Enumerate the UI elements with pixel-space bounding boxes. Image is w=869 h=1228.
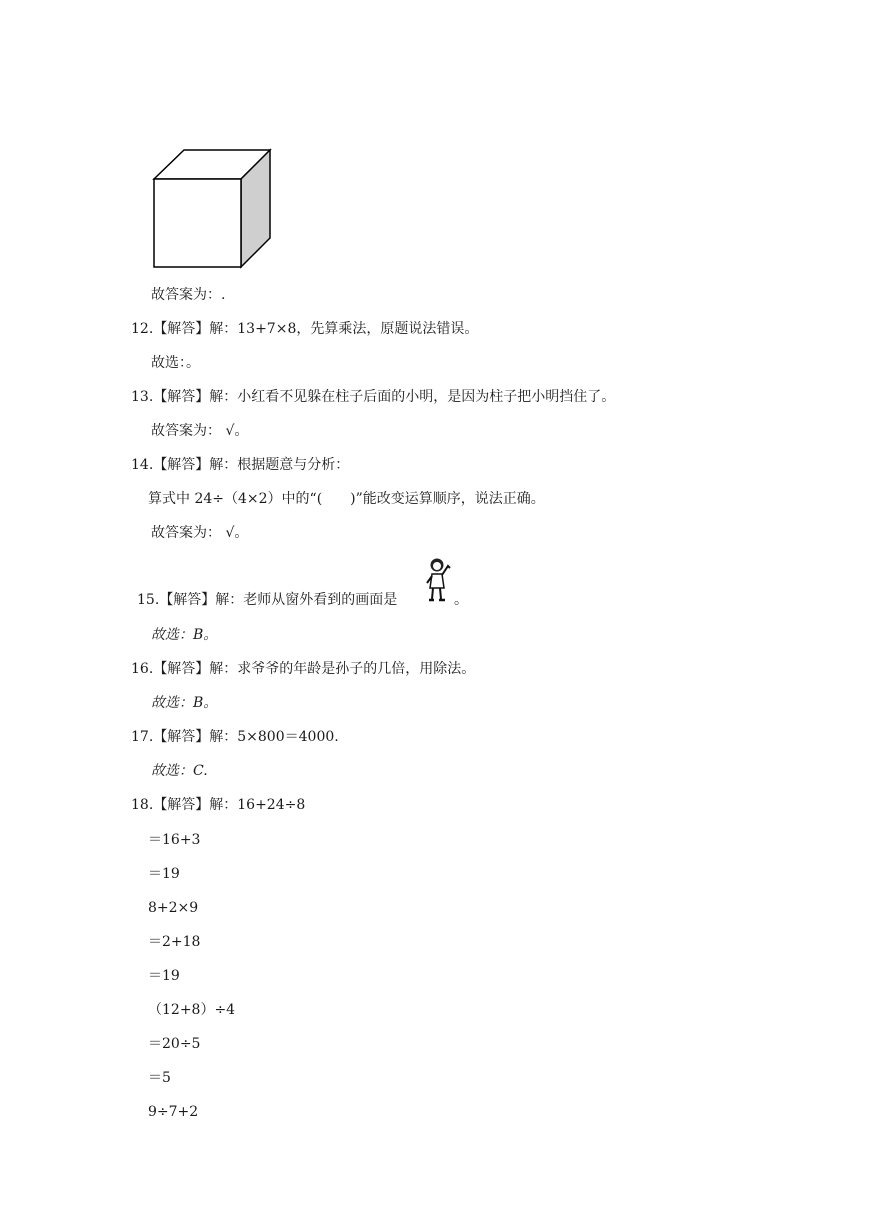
q15-period: 。 [454,592,468,608]
q16-solution: 16.【解答】解：求爷爷的年龄是孙子的几倍，用除法。 [131,661,476,677]
q17-choice: 故选：C. [151,763,208,779]
q18-step: ＝5 [148,1070,171,1086]
q18-expression: （12+8）÷4 [148,1002,236,1018]
child-figure-image [424,556,452,602]
q13-solution: 13.【解答】解：小红看不见躲在柱子后面的小明，是因为柱子把小明挡住了。 [131,389,616,405]
q18-step: ＝19 [148,968,180,984]
q18-step: ＝16+3 [148,832,201,848]
q13-answer: 故答案为： √。 [151,423,249,439]
q12-solution: 12.【解答】解：13+7×8，先算乘法，原题说法错误。 [131,321,479,337]
q18-step: ＝19 [148,866,180,882]
q18-solution: 18.【解答】解：16+24÷8 [131,797,306,813]
q18-expression: 8+2×9 [148,900,199,916]
q18-step: ＝20÷5 [148,1036,201,1052]
q17-solution: 17.【解答】解：5×800＝4000. [131,729,339,745]
q18-expression: 9÷7+2 [148,1104,199,1120]
q16-choice: 故选：B。 [151,695,218,711]
q14-explanation: 算式中 24÷（4×2）中的“( )”能改变运算顺序，说法正确。 [148,491,545,507]
q15-choice: 故选：B。 [151,627,218,643]
q12-choice: 故选：。 [151,355,200,371]
cube-figure [150,146,274,270]
q14-solution: 14.【解答】解：根据题意与分析： [131,457,350,473]
answer-line: 故答案为：. [151,287,226,303]
q18-step: ＝2+18 [148,934,201,950]
q15-solution: 15.【解答】解：老师从窗外看到的画面是 [137,592,398,608]
q14-answer: 故答案为： √。 [151,525,249,541]
